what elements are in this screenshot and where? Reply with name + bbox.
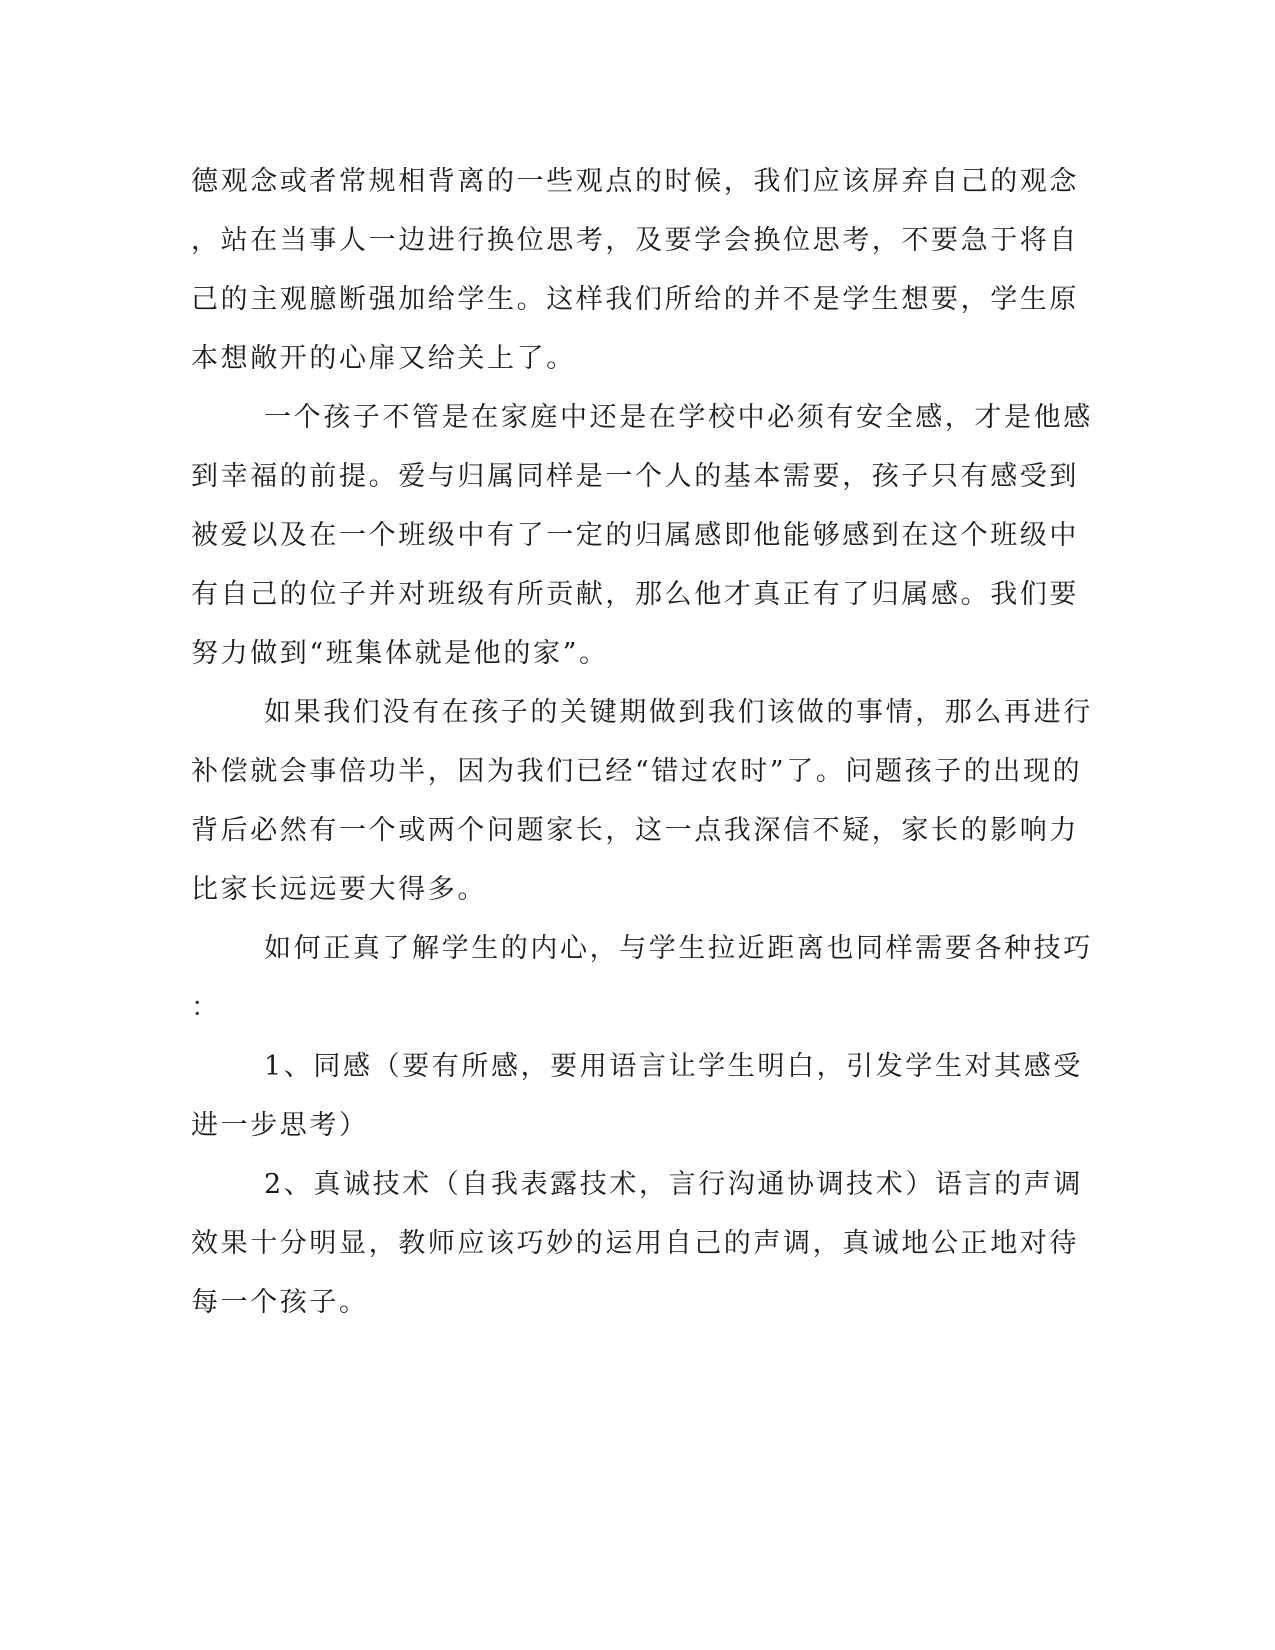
text-line: 补偿就会事倍功半，因为我们已经“错过农时”了。问题孩子的出现的 (191, 756, 1083, 787)
text-line: 背后必然有一个或两个问题家长，这一点我深信不疑，家长的影响力 (191, 815, 1079, 846)
list-item-2: 2、真诚技术（自我表露技术，言行沟通协调技术）语言的声调 (264, 1169, 1083, 1200)
paragraph-first-line: 如何正真了解学生的内心，与学生拉近距离也同样需要各种技巧 (264, 933, 1093, 964)
text-line: 到幸福的前提。爱与归属同样是一个人的基本需要，孩子只有感受到 (191, 461, 1079, 492)
text-line: 努力做到“班集体就是他的家”。 (191, 638, 609, 669)
text-line: 比家长远远要大得多。 (191, 874, 487, 905)
text-line: 有自己的位子并对班级有所贡献，那么他才真正有了归属感。我们要 (191, 579, 1079, 610)
text-line: 德观念或者常规相背离的一些观点的时候，我们应该屏弃自己的观念 (191, 166, 1079, 197)
text-line: 每一个孩子。 (191, 1287, 369, 1318)
text-line: ，站在当事人一边进行换位思考，及要学会换位思考，不要急于将自 (191, 225, 1079, 256)
text-line: ： (191, 992, 221, 1023)
text-line: 被爱以及在一个班级中有了一定的归属感即他能够感到在这个班级中 (191, 520, 1079, 551)
paragraph-first-line: 一个孩子不管是在家庭中还是在学校中必须有安全感，才是他感 (264, 402, 1093, 433)
paragraph-first-line: 如果我们没有在孩子的关键期做到我们该做的事情，那么再进行 (264, 697, 1093, 728)
text-line: 进一步思考） (191, 1110, 369, 1141)
text-line: 己的主观臆断强加给学生。这样我们所给的并不是学生想要，学生原 (191, 284, 1079, 315)
list-item-1: 1、同感（要有所感，要用语言让学生明白，引发学生对其感受 (264, 1051, 1083, 1082)
text-line: 效果十分明显，教师应该巧妙的运用自己的声调，真诚地公正地对待 (191, 1228, 1079, 1259)
text-line: 本想敞开的心扉又给关上了。 (191, 343, 576, 374)
